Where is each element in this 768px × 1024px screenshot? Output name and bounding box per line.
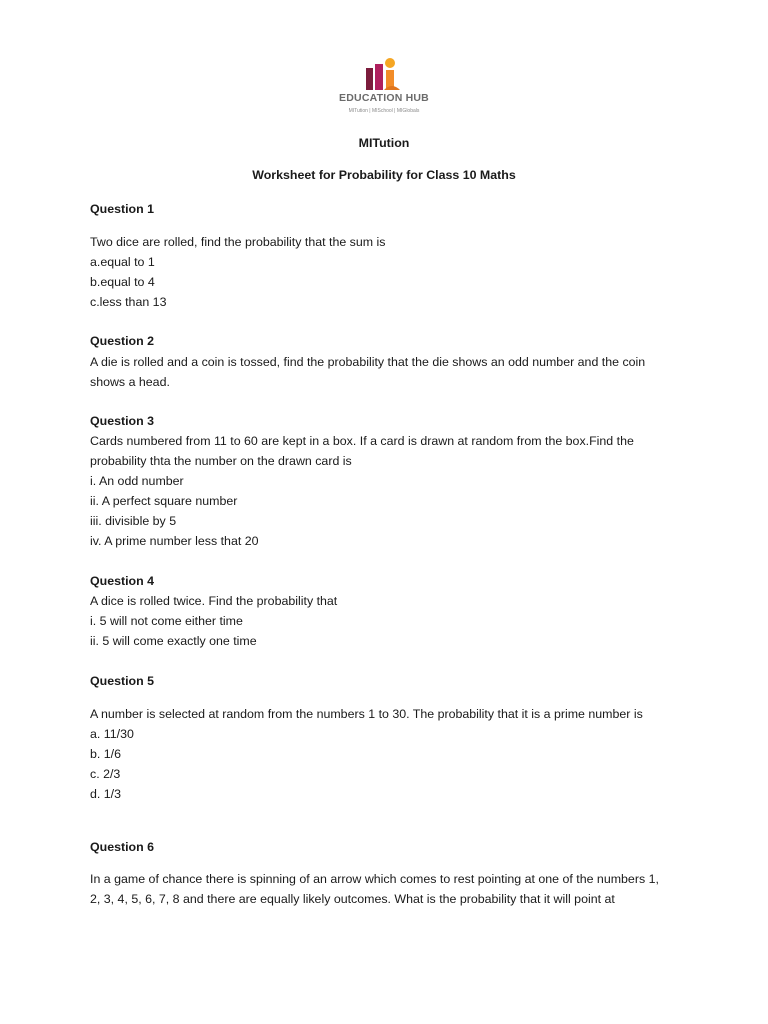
question-1-line: c.less than 13	[90, 295, 167, 309]
question-4-heading: Question 4	[90, 574, 155, 588]
question-3-line: Cards numbered from 11 to 60 are kept in a box. If a card is drawn at random from the box.Find the	[90, 434, 634, 448]
question-2-heading: Question 2	[90, 334, 155, 348]
question-3-heading: Question 3	[90, 414, 155, 428]
brand-heading: MITution	[358, 136, 410, 150]
question-2-line: shows a head.	[90, 375, 170, 389]
question-2-line: A die is rolled and a coin is tossed, find the probability that the die shows an odd number and the coin	[90, 355, 646, 369]
question-3-line: iii. divisible by 5	[90, 514, 177, 528]
question-4-line: A dice is rolled twice. Find the probability that	[90, 594, 338, 608]
question-6-heading: Question 6	[90, 840, 155, 854]
question-5-line: c. 2/3	[90, 767, 121, 781]
question-4-line: i. 5 will not come either time	[90, 614, 243, 628]
question-1-line: Two dice are rolled, find the probability that the sum is	[90, 235, 386, 249]
question-5-heading: Question 5	[90, 674, 155, 688]
question-5-line: A number is selected at random from the numbers 1 to 30. The probability that it is a prime number is	[90, 707, 643, 721]
question-3-line: ii. A perfect square number	[90, 494, 238, 508]
worksheet-title: Worksheet for Probability for Class 10 Maths	[252, 168, 516, 182]
question-1-line: a.equal to 1	[90, 255, 155, 269]
question-3-line: i. An odd number	[90, 474, 184, 488]
question-5-line: d. 1/3	[90, 787, 122, 801]
question-1-line: b.equal to 4	[90, 275, 155, 289]
question-6-line: In a game of chance there is spinning of an arrow which comes to rest pointing at one of the numbers 1,	[90, 872, 659, 886]
question-5-line: a. 11/30	[90, 727, 134, 741]
question-5-line: b. 1/6	[90, 747, 122, 761]
education-hub-logo	[328, 56, 440, 122]
question-1-heading: Question 1	[90, 202, 155, 216]
question-3-line: iv. A prime number less that 20	[90, 534, 259, 548]
logo-bars-icon	[362, 56, 406, 92]
logo-title: EDUCATION HUB	[339, 92, 429, 104]
question-4-line: ii. 5 will come exactly one time	[90, 634, 257, 648]
question-6-line: 2, 3, 4, 5, 6, 7, 8 and there are equally likely outcomes. What is the probability that it will point at	[90, 892, 615, 906]
question-3-line: probability thta the number on the drawn card is	[90, 454, 352, 468]
logo-subtitle: MITution | MISchool | MIGlobals	[348, 108, 420, 114]
